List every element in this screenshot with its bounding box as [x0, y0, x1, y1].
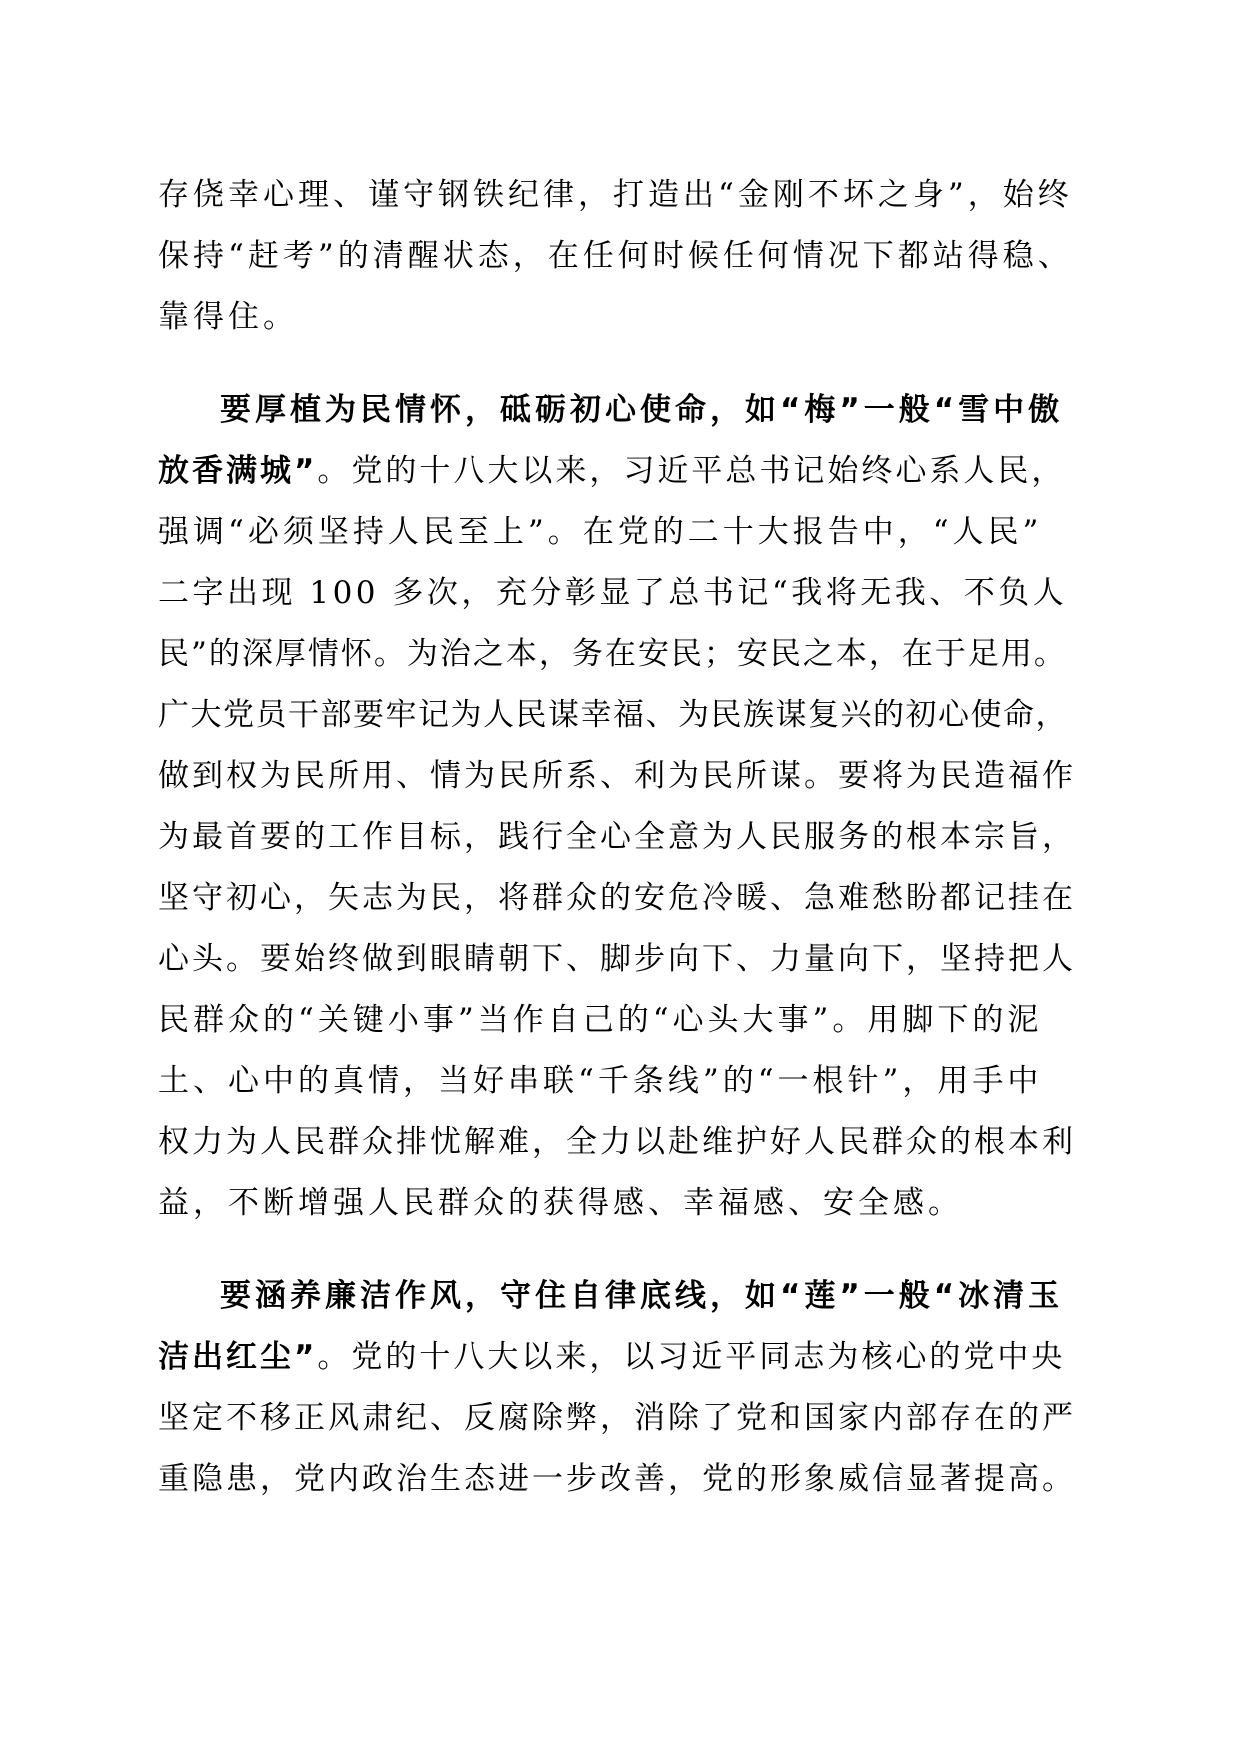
text-line: 为最首要的工作目标，践行全心全意为人民服务的根本宗旨，	[158, 819, 1076, 855]
text-line: 存侥幸心理、谨守钢铁纪律，打造出“金刚不坏之身”，始终	[158, 177, 1073, 213]
text-line: 放香满城”。党的十八大以来，习近平总书记始终心系人民，	[158, 453, 1066, 489]
text-line: 心头。要始终做到眼睛朝下、脚步向下、力量向下，坚持把人	[158, 941, 1076, 977]
text-line: 坚守初心，矢志为民，将群众的安危冷暖、急难愁盼都记挂在	[158, 880, 1076, 916]
text-line: 坚定不移正风肃纪、反腐除弊，消除了党和国家内部存在的严	[158, 1400, 1076, 1436]
text-line: 保持“赶考”的清醒状态，在任何时候任何情况下都站得稳、	[158, 238, 1073, 274]
text-line: 做到权为民所用、情为民所系、利为民所谋。要将为民造福作	[158, 758, 1076, 794]
text-line: 靠得住。	[158, 299, 298, 335]
bold-heading: 洁出红尘”	[158, 1339, 318, 1375]
bold-heading: 要厚植为民情怀，砥砺初心使命，如“梅”一般“雪中傲	[220, 392, 1064, 428]
bold-heading: 要涵养廉洁作风，守住自律底线，如“莲”一般“冰清玉	[220, 1278, 1064, 1314]
paragraph-heading-line	[220, 1266, 1078, 1326]
text-line: 广大党员干部要牢记为人民谋幸福、为民族谋复兴的初心使命，	[158, 697, 1068, 733]
text-line: 强调“必须坚持人民至上”。在党的二十大报告中，“人民”	[158, 514, 1043, 550]
text-line: 洁出红尘”。党的十八大以来，以习近平同志为核心的党中央	[158, 1339, 1066, 1375]
text-line: 二字出现 100 多次，充分彰显了总书记“我将无我、不负人	[158, 575, 1068, 611]
text-line: 民”的深厚情怀。为治之本，务在安民；安民之本，在于足用。	[158, 636, 1067, 672]
text-line: 重隐患，党内政治生态进一步改善，党的形象威信显著提高。	[158, 1461, 1076, 1497]
paragraph-heading-line	[220, 380, 1078, 440]
text-line: 土、心中的真情，当好串联“千条线”的“一根针”，用手中	[158, 1063, 1043, 1099]
bold-heading: 放香满城”	[158, 453, 318, 489]
text-line: 益，不断增强人民群众的获得感、幸福感、安全感。	[158, 1185, 963, 1221]
text-line: 权力为人民群众排忧解难，全力以赴维护好人民群众的根本利	[158, 1124, 1076, 1160]
text-line: 民群众的“关键小事”当作自己的“心头大事”。用脚下的泥	[158, 1002, 1043, 1038]
